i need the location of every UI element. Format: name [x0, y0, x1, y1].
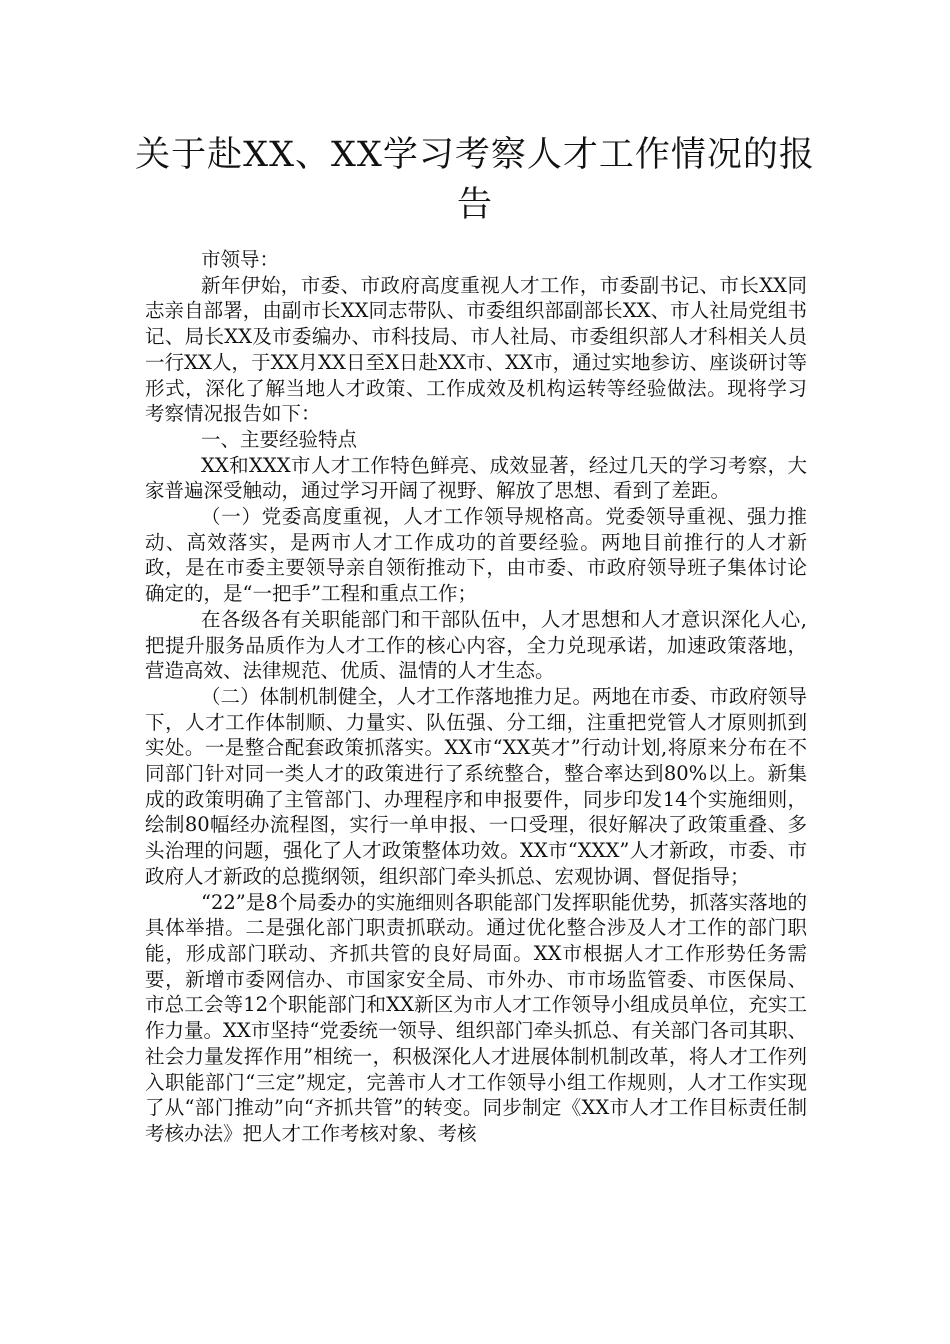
- section-heading-main-experience: 一、主要经验特点: [201, 427, 358, 451]
- document-body: [145, 247, 807, 1147]
- paragraph-point-1: （一）党委高度重视，人才工作领导规格高。党委领导重视、强力推动、高效落实，是两市人才工作成功的首要经验。两地目前推行的人才新政，是在市委主要领导亲自领衔推动下，由市委、市政府领导班子集体讨论确定的，是“一把手”工程和重点工作；: [145, 505, 807, 606]
- paragraph-point-2-continued: “22”是8个局委办的实施细则各职能部门发挥职能优势，抓落实落地的具体举措。二是强化部门职责抓联动。通过优化整合涉及人才工作的部门职能，形成部门联动、齐抓共管的良好局面。XX市根据人才工作形势任务需要，新增市委网信办、市国家安全局、市外办、市市场监管委、市医保局、市总工会等12个职能部门和XX新区为市人才工作领导小组成员单位，充实工作力量。XX市坚持“党委统一领导、组织部门牵头抓总、有关部门各司其职、社会力量发挥作用”相统一，积极深化人才进展体制机制改革，将人才工作列入职能部门“三定”规定，完善市人才工作领导小组工作规则，人才工作实现了从“部门推动”向“齐抓共管”的转变。同步制定《XX市人才工作目标责任制考核办法》把人才工作考核对象、考核: [145, 890, 807, 1145]
- salutation: 市领导：: [201, 248, 280, 271]
- paragraph-point-2: （二）体制机制健全，人才工作落地推力足。两地在市委、市政府领导下，人才工作体制顺、力量实、队伍强、分工细，注重把党管人才原则抓到实处。一是整合配套政策抓落实。XX市“XX英才”行动计划,将原来分布在不同部门针对同一类人才的政策进行了系统整合，整合率达到80%以上。新集成的政策明确了主管部门、办理程序和申报要件，同步印发14个实施细则，绘制80幅经办流程图，实行一单申报、一口受理，很好解决了政策重叠、多头治理的问题，强化了人才政策整体功效。XX市“XXX”人才新政，市委、市政府人才新政的总揽纲领，组织部门牵头抓总、宏观协调、督促指导；: [145, 684, 807, 888]
- paragraph-intro: 新年伊始，市委、市政府高度重视人才工作，市委副书记、市长XX同志亲自部署，由副市长XX同志带队、市委组织部副部长XX、市人社局党组书记、局长XX及市委编办、市科技局、市人社局、市委组织部人才科相关人员一行XX人，于XX月XX日至X日赴XX市、XX市，通过实地参访、座谈研讨等形式，深化了解当地人才政策、工作成效及机构运转等经验做法。现将学习考察情况报告如下：: [145, 273, 807, 426]
- paragraph-point-1-continued: 在各级各有关职能部门和干部队伍中，人才思想和人才意识深化人心,把提升服务品质作为人才工作的核心内容，全力兑现承诺，加速政策落地，营造高效、法律规范、优质、温情的人才生态。: [145, 607, 807, 683]
- document-title: 关于赴XX、XX学习考察人才工作情况的报告: [135, 135, 815, 225]
- paragraph-overview: XX和XXX市人才工作特色鲜亮、成效显著，经过几天的学习考察，大家普遍深受触动，通过学习开阔了视野、解放了思想、看到了差距。: [145, 453, 807, 503]
